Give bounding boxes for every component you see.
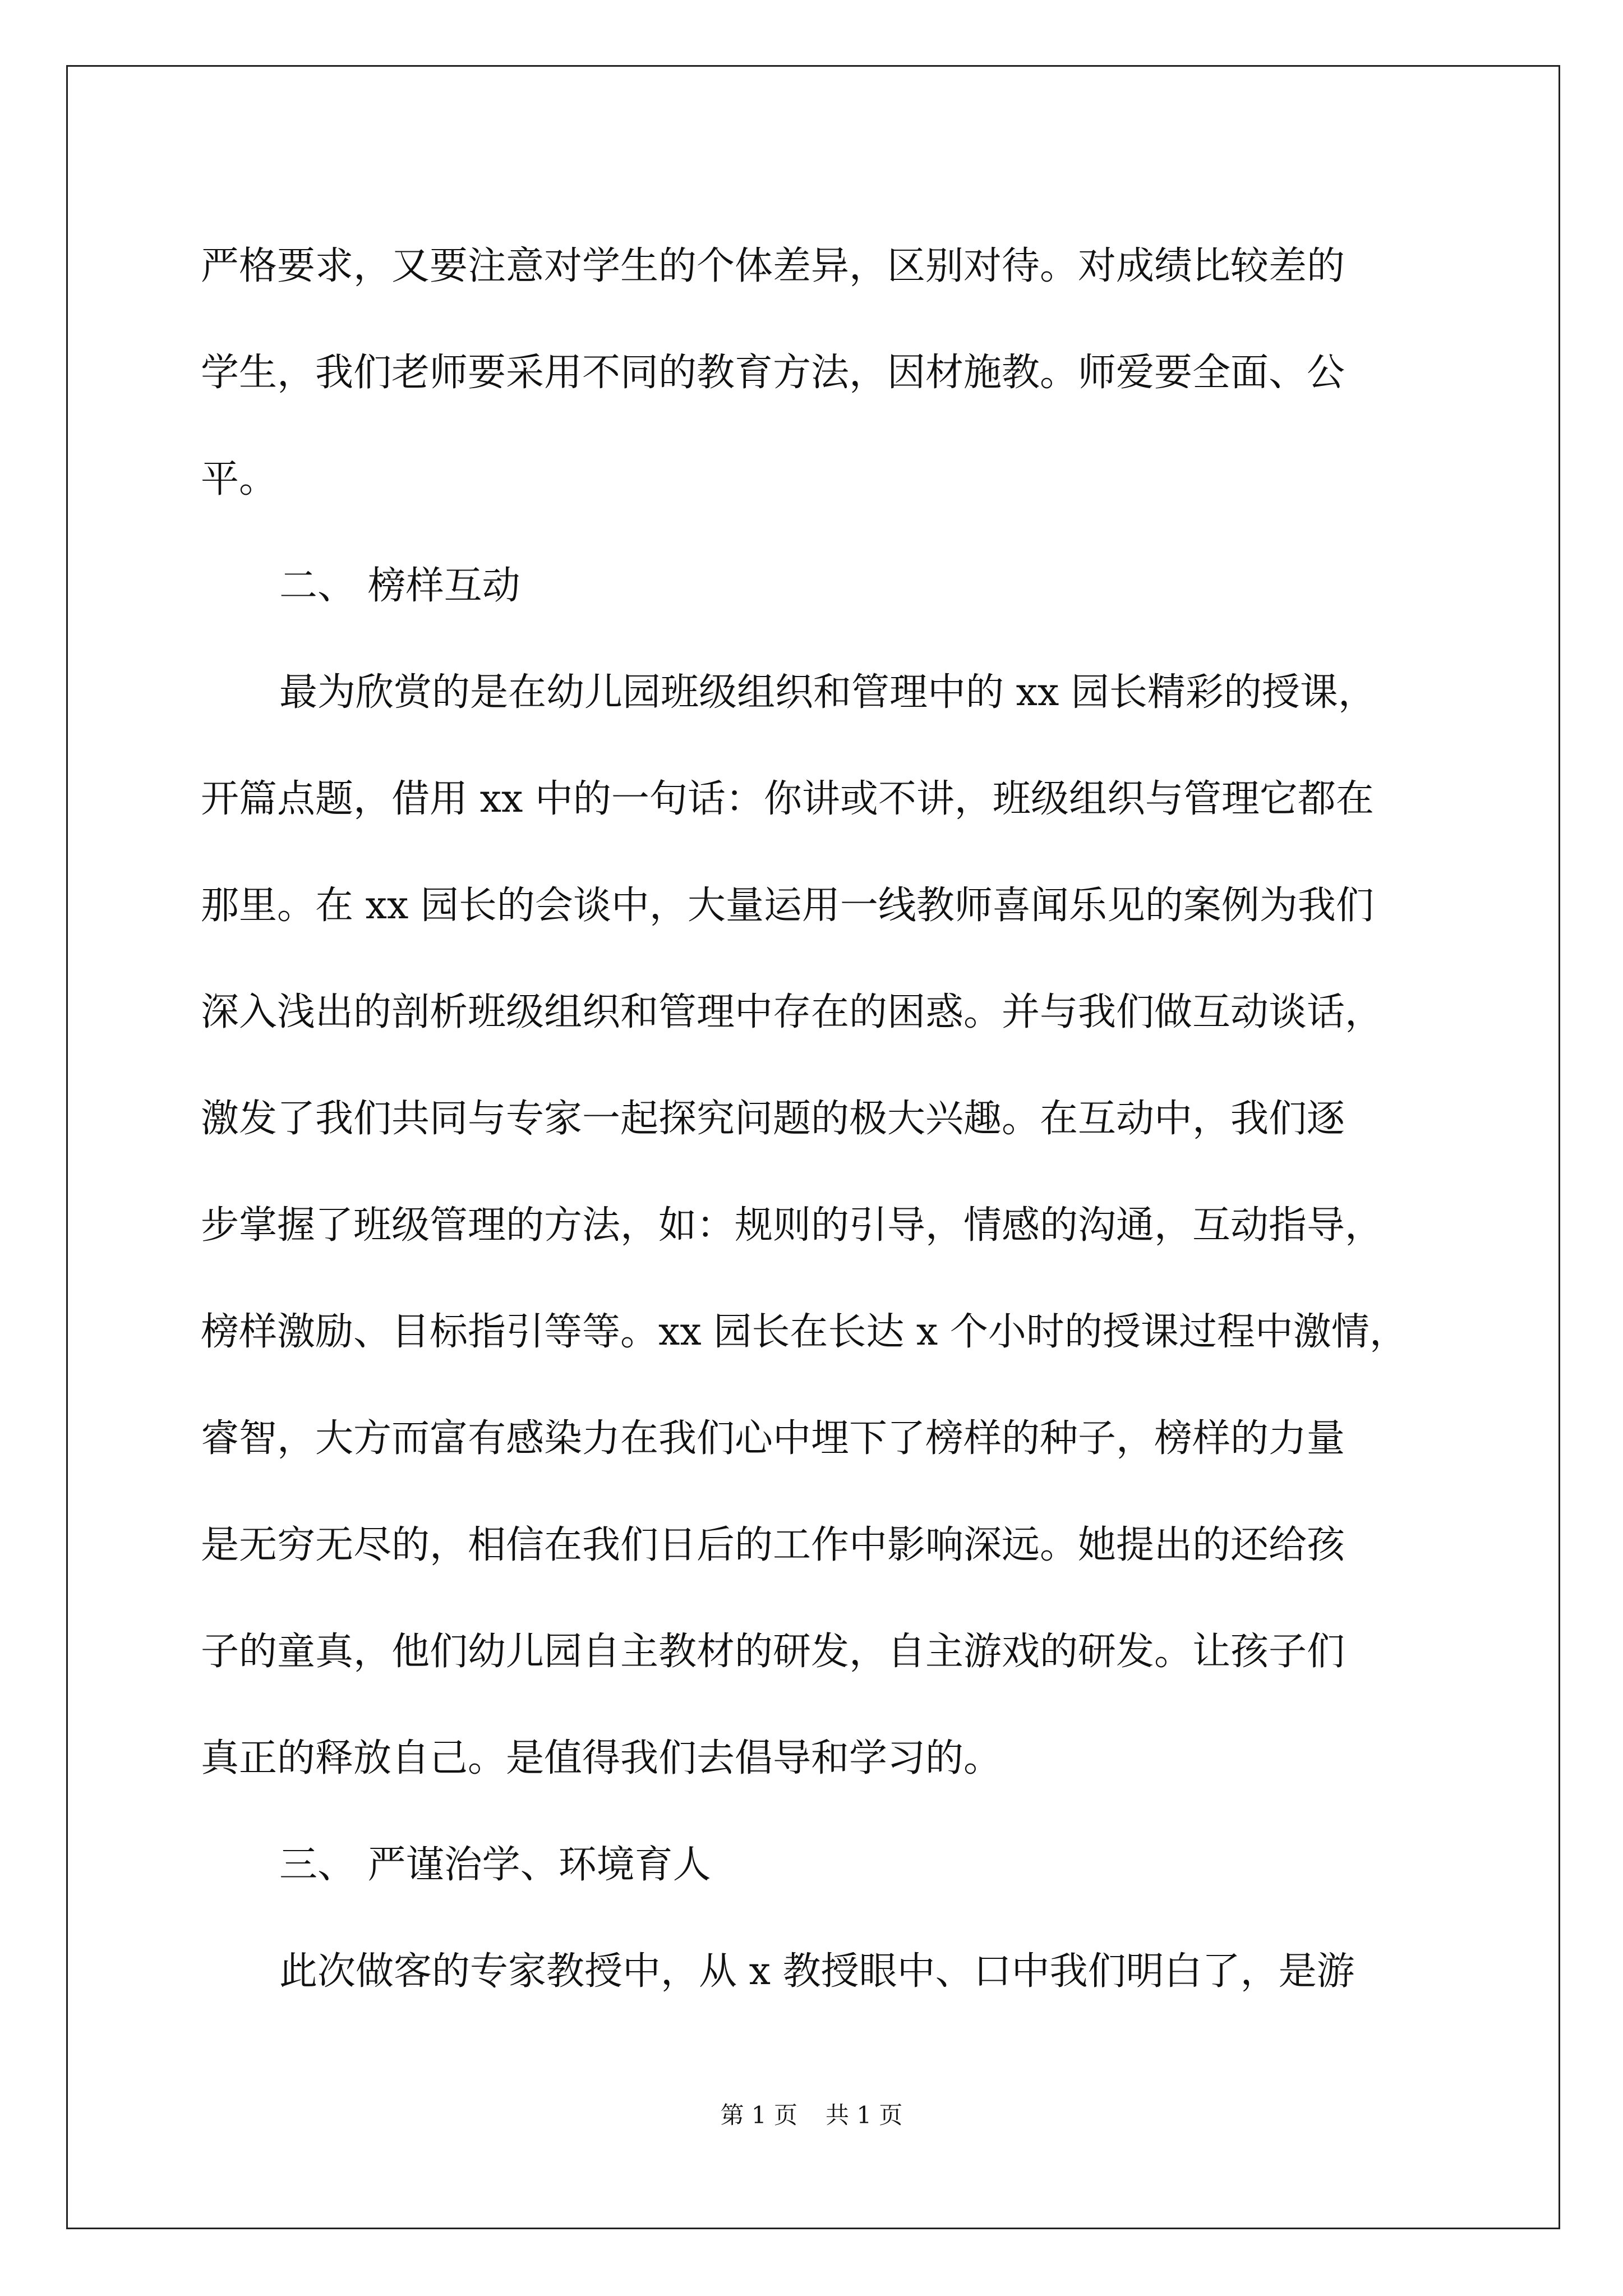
body-line: 那里。在 xx 园长的会谈中，大量运用一线教师喜闻乐见的案例为我们 [201, 884, 1374, 928]
page-footer [0, 2097, 1623, 2131]
document-body [201, 213, 1435, 2025]
body-line: 是无穷无尽的，相信在我们日后的工作中影响深远。她提出的还给孩 [201, 1523, 1345, 1567]
body-line: 榜样激励、目标指引等等。xx 园长在长达 x 个小时的授课过程中激情， [201, 1310, 1408, 1354]
body-line: 激发了我们共同与专家一起探究问题的极大兴趣。在互动中，我们逐 [201, 1097, 1345, 1141]
page-total: 共 1 页 [826, 2101, 903, 2129]
body-line: 睿智，大方而富有感染力在我们心中埋下了榜样的种子，榜样的力量 [201, 1416, 1345, 1461]
body-line: 学生，我们老师要采用不同的教育方法，因材施教。师爱要全面、公 [201, 351, 1345, 395]
section-heading: 三、 严谨治学、环境育人 [279, 1843, 711, 1887]
body-line: 步掌握了班级管理的方法，如：规则的引导，情感的沟通，互动指导， [201, 1203, 1384, 1248]
body-line: 平。 [201, 457, 278, 501]
section-heading: 二、 榜样互动 [279, 564, 520, 608]
page-number: 第 1 页 [720, 2101, 797, 2129]
body-line: 深入浅出的剖析班级组织和管理中存在的困惑。并与我们做互动谈话， [201, 990, 1384, 1034]
body-line: 真正的释放自己。是值得我们去倡导和学习的。 [201, 1736, 1002, 1780]
body-line: 严格要求，又要注意对学生的个体差异，区别对待。对成绩比较差的 [201, 244, 1345, 288]
paragraph-first-line: 此次做客的专家教授中，从 x 教授眼中、口中我们明白了，是游 [279, 1949, 1355, 1994]
paragraph-first-line: 最为欣赏的是在幼儿园班级组织和管理中的 xx 园长精彩的授课， [279, 670, 1376, 715]
body-line: 开篇点题，借用 xx 中的一句话：你讲或不讲，班级组织与管理它都在 [201, 777, 1374, 821]
body-line: 子的童真，他们幼儿园自主教材的研发，自主游戏的研发。让孩子们 [201, 1630, 1345, 1674]
